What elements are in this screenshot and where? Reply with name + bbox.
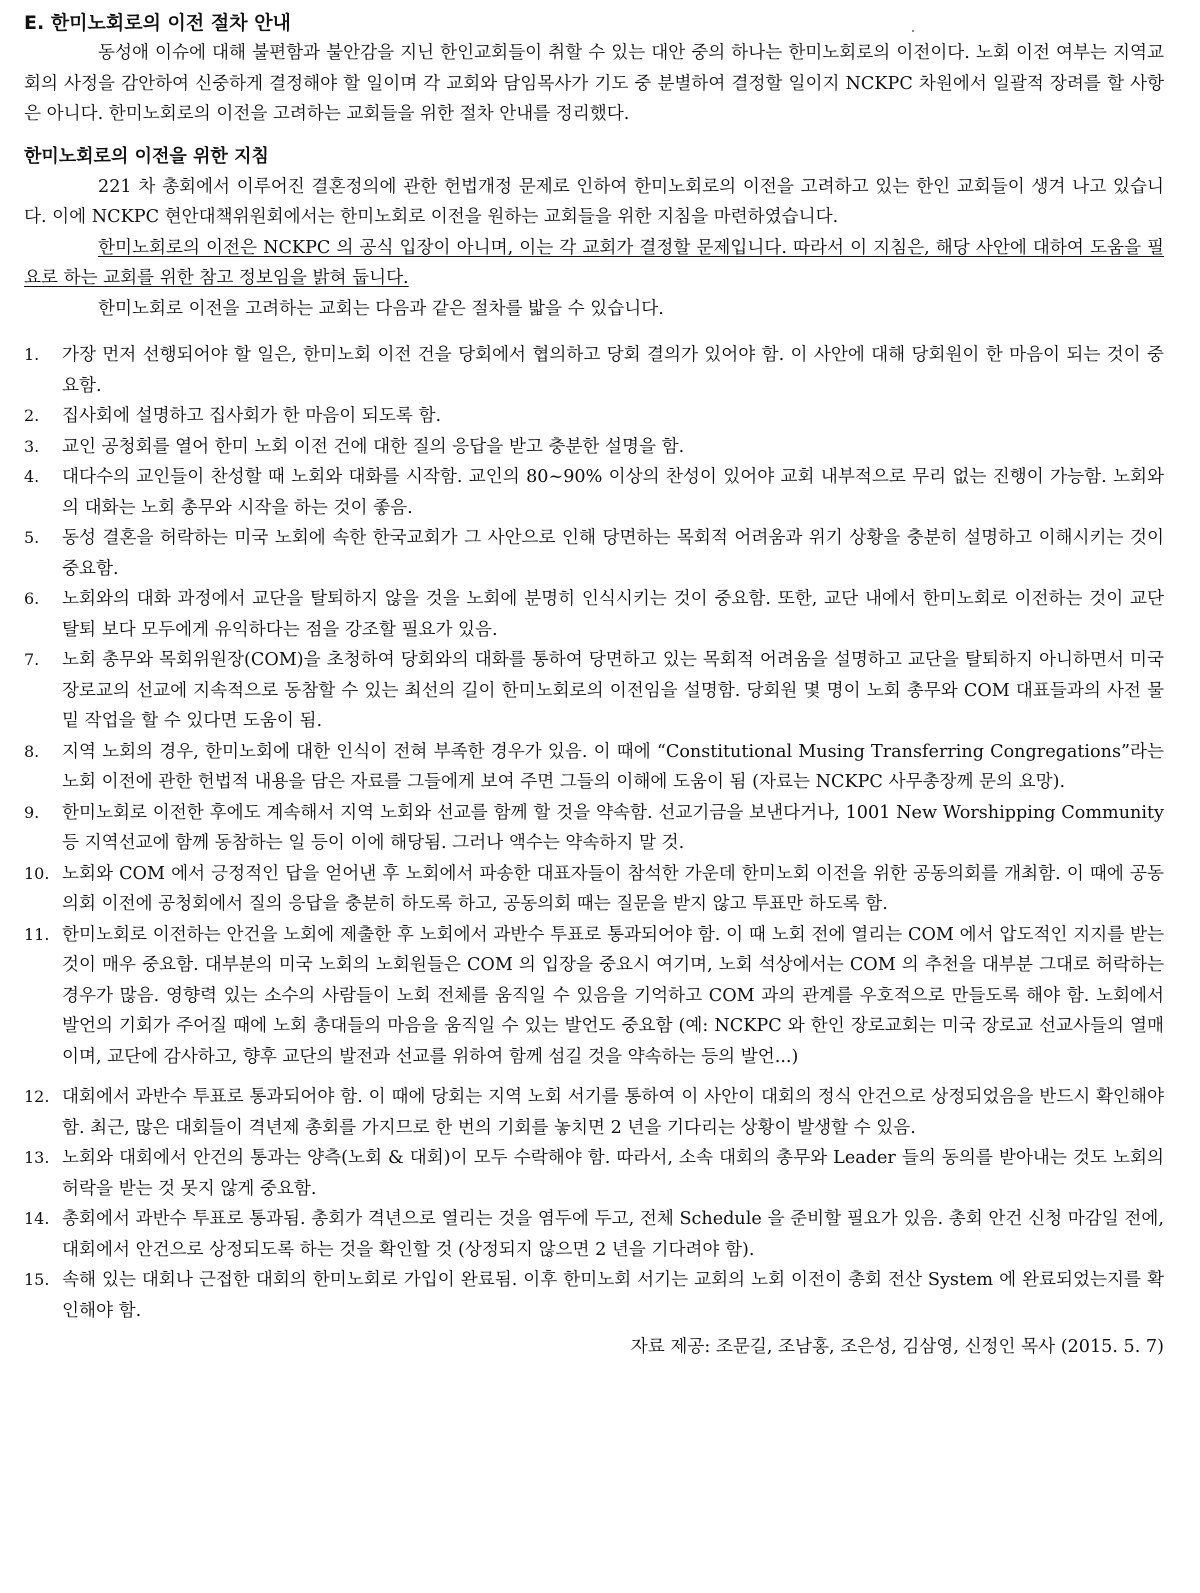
step-number: 12.: [24, 1087, 50, 1106]
step-text: 지역 노회의 경우, 한미노회에 대한 인식이 전혀 부족한 경우가 있음. 이 때에 “Constitutional Musing Transferring Congregations”라는 노회 이전에 관한 헌법적 내용을 담은 자료를 그들에게 보여 주면 그들의 이해에 도움이 됨 (자료는 NCKPC 사무총장께 문의 요망).: [62, 741, 1164, 792]
procedure-step: [24, 920, 1164, 1073]
document-page: [24, 8, 1164, 1362]
step-number: 2.: [24, 406, 40, 425]
step-text: 노회와 COM 에서 긍정적인 답을 얻어낸 후 노회에서 파송한 대표자들이 참석한 가운데 한미노회 이전을 위한 공동의회를 개최함. 이 때에 공동의회 이전에 공청회에서 질의 응답을 충분히 하도록 하고, 공동의회 때는 질문을 받지 않고 투표만 하도록 함.: [62, 863, 1164, 914]
procedure-step: [24, 1082, 1164, 1143]
procedure-list: [24, 340, 1164, 1326]
procedure-step: [24, 859, 1164, 920]
step-text: 속해 있는 대회나 근접한 대회의 한미노회로 가입이 완료됨. 이후 한미노회 서기는 교회의 노회 이전이 총회 전산 System 에 완료되었는지를 확인해야 함.: [62, 1270, 1164, 1321]
procedure-step: [24, 462, 1164, 523]
step-number: 15.: [24, 1270, 50, 1289]
step-text: 한미노회로 이전한 후에도 계속해서 지역 노회와 선교를 함께 할 것을 약속함. 선교기금을 보낸다거나, 1001 New Worshipping Community 등 지역선교에 함께 동참하는 일 등이 이에 해당됨. 그러나 액수는 약속하지 말 것.: [62, 802, 1164, 853]
step-number: 9.: [24, 802, 40, 822]
procedure-step: [24, 1143, 1164, 1204]
step-text: 한미노회로 이전하는 안건을 노회에 제출한 후 노회에서 과반수 투표로 통과되어야 함. 이 때 노회 전에 열리는 COM 에서 압도적인 지지를 받는 것이 매우 중요함. 대부분의 미국 노회의 노회원들은 COM 의 입장을 중요시 여기며, 노회 석상에서는 COM 의 추천을 대부분 그대로 허락하는 경우가 많음. 영향력 있는 소수의 사람들이 노회 전체를 움직일 수 있음을 기억하고 COM 과의 관계를 우호적으로 만들도록 해야 함. 노회에서 발언의 기회가 주어질 때에 노회 총대들의 마음을 움직일 수 있는 발언도 중요함 (예: NCKPC 와 한인 장로교회는 미국 장로교 선교사들의 열매이며, 교단에 감사하고, 향후 교단의 발전과 선교를 위하여 함께 섬길 것을 약속하는 등의 발언...): [62, 924, 1165, 1067]
step-number: 4.: [24, 467, 40, 486]
step-number: 7.: [24, 650, 40, 669]
procedure-step: [24, 584, 1164, 645]
step-text: 대다수의 교인들이 찬성할 때 노회와 대화를 시작함. 교인의 80~90% 이상의 찬성이 있어야 교회 내부적으로 무리 없는 진행이 가능함. 노회와의 대화는 노회 총무와 시작을 하는 것이 좋음.: [62, 467, 1164, 518]
step-text: 교인 공청회를 열어 한미 노회 이전 건에 대한 질의 응답을 받고 충분한 설명을 함.: [62, 436, 685, 457]
procedure-step: [24, 432, 1164, 463]
procedure-step: [24, 340, 1164, 401]
step-number: 1.: [24, 345, 40, 364]
step-number: 5.: [24, 528, 40, 547]
step-number: 10.: [24, 863, 50, 883]
step-number: 11.: [24, 924, 50, 944]
step-text: 집사회에 설명하고 집사회가 한 마음이 되도록 함.: [62, 406, 442, 426]
section-title: E. 한미노회로의 이전 절차 안내: [24, 12, 291, 34]
guidelines-paragraph-3: 한미노회로 이전을 고려하는 교회는 다음과 같은 절차를 밟을 수 있습니다.: [98, 298, 664, 319]
step-text: 총회에서 과반수 투표로 통과됨. 총회가 격년으로 열리는 것을 염두에 두고, 전체 Schedule 을 준비할 필요가 있음. 총회 안건 신청 마감일 전에, 대회에서 안건으로 상정되도록 하는 것을 확인할 것 (상정되지 않으면 2 년을 기다려야 함).: [62, 1209, 1164, 1260]
intro-paragraph: 동성애 이슈에 대해 불편함과 불안감을 지닌 한인교회들이 취할 수 있는 대안 중의 하나는 한미노회로의 이전이다. 노회 이전 여부는 지역교회의 사정을 감안하여 신중하게 결정해야 할 일이며 각 교회와 담임목사가 기도 중 분별하여 결정할 일이지 NCKPC 차원에서 일괄적 장려를 할 사항은 아니다. 한미노회로의 이전을 고려하는 교회들을 위한 절차 안내를 정리했다.: [24, 43, 1165, 124]
step-number: 14.: [24, 1209, 50, 1228]
procedure-step: [24, 523, 1164, 584]
guidelines-paragraph-1: 221 차 총회에서 이루어진 결혼정의에 관한 헌법개정 문제로 인하여 한미노회로의 이전을 고려하고 있는 한인 교회들이 생겨 나고 있습니다. 이에 NCKPC 현안대책위원회에서는 한미노회로 이전을 원하는 교회들을 위한 지침을 마련하였습니다.: [24, 176, 1164, 227]
step-number: 6.: [24, 589, 40, 608]
procedure-step: [24, 401, 1164, 432]
step-text: 노회와 대회에서 안건의 통과는 양측(노회 & 대회)이 모두 수락해야 함. 따라서, 소속 대회의 총무와 Leader 들의 동의를 받아내는 것도 노회의 허락을 받는 것 못지 않게 중요함.: [62, 1148, 1164, 1199]
step-number: 3.: [24, 436, 40, 456]
procedure-step: [24, 737, 1164, 798]
step-number: 8.: [24, 741, 40, 761]
step-text: 대회에서 과반수 투표로 통과되어야 함. 이 때에 당회는 지역 노회 서기를 통하여 이 사안이 대회의 정식 안건으로 상정되었음을 반드시 확인해야 함. 최근, 많은 대회들이 격년제 총회를 가지므로 한 번의 기회를 놓치면 2 년을 기다리는 상황이 발생할 수 있음.: [62, 1087, 1164, 1138]
step-text: 가장 먼저 선행되어야 할 일은, 한미노회 이전 건을 당회에서 협의하고 당회 결의가 있어야 함. 이 사안에 대해 당회원이 한 마음이 되는 것이 중요함.: [62, 345, 1164, 396]
step-text: 노회와의 대화 과정에서 교단을 탈퇴하지 않을 것을 노회에 분명히 인식시키는 것이 중요함. 또한, 교단 내에서 한미노회로 이전하는 것이 교단 탈퇴 보다 모두에게 유익하다는 점을 강조할 필요가 있음.: [62, 589, 1164, 640]
step-text: 노회 총무와 목회위원장(COM)을 초청하여 당회와의 대화를 통하여 당면하고 있는 목회적 어려움을 설명하고 교단을 탈퇴하지 아니하면서 미국장로교의 선교에 지속적으로 동참할 수 있는 최선의 길이 한미노회로의 이전임을 설명함. 당회원 몇 명이 노회 총무와 COM 대표들과의 사전 물밑 작업을 할 수 있다면 도움이 됨.: [62, 650, 1164, 731]
step-text: 동성 결혼을 허락하는 미국 노회에 속한 한국교회가 그 사안으로 인해 당면하는 목회적 어려움과 위기 상황을 충분히 설명하고 이해시키는 것이 중요함.: [62, 528, 1164, 579]
procedure-step: [24, 645, 1164, 737]
source-credit: 자료 제공: 조문길, 조남홍, 조은성, 김삼영, 신정인 목사 (2015. 5. 7): [630, 1337, 1164, 1357]
procedure-step: [24, 798, 1164, 859]
procedure-step: [24, 1265, 1164, 1326]
step-number: 13.: [24, 1148, 50, 1167]
guidelines-title: 한미노회로의 이전을 위한 지침: [24, 145, 269, 167]
guidelines-disclaimer: 한미노회로의 이전은 NCKPC 의 공식 입장이 아니며, 이는 각 교회가 결정할 문제입니다. 따라서 이 지침은, 해당 사안에 대하여 도움을 필요로 하는 교회를 위한 참고 정보임을 밝혀 둡니다.: [24, 237, 1164, 288]
procedure-step: [24, 1204, 1164, 1265]
